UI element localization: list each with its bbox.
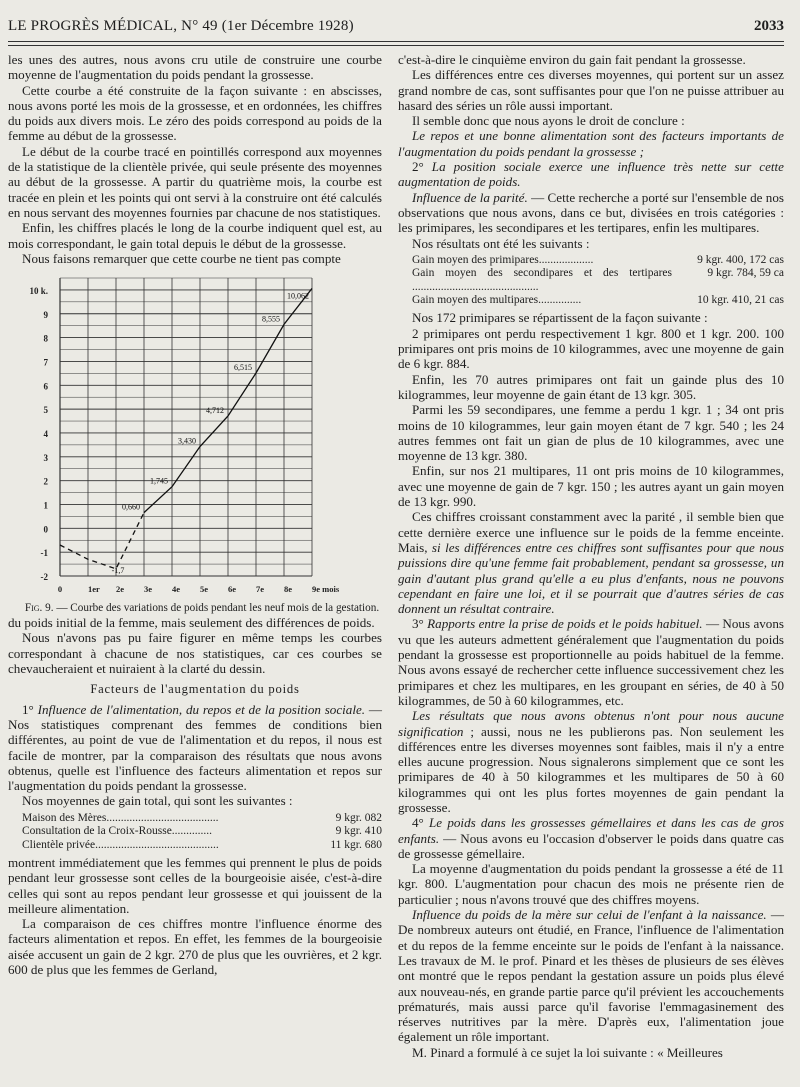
point-label: -1,7 bbox=[111, 566, 125, 576]
row-label: Maison des Mères....................................... bbox=[22, 811, 219, 824]
paragraph: La comparaison de ces chiffres montre l'influence énorme des facteurs alimentation et repos. En effet, les femmes de la bourgeoisie aisée accusent un gain de 2 kgr. 270 de plus que les ouvrières, et 2 kgr. 600 de plus que les femmes de Gerland, bbox=[8, 916, 382, 978]
point-label: 4,712 bbox=[206, 406, 224, 416]
list-number: 4° bbox=[412, 815, 430, 831]
list-number: 3° bbox=[412, 616, 428, 632]
row-label: Gain moyen des multipares............... bbox=[412, 294, 582, 307]
italic-text: La position sociale exerce une influence très nette sur cette augmentation de poids. bbox=[398, 159, 784, 190]
page-number: 2033 bbox=[754, 18, 784, 34]
series-line-dotted bbox=[60, 513, 144, 569]
x-tick-label: 0 bbox=[57, 584, 63, 595]
y-tick-label: 6 bbox=[43, 381, 48, 392]
paragraph-text: ; aussi, nous ne les publierons pas. Non seulement les différences entre les diverses moyennes sont faibles, mais il n'y a entre elles aucune progression. Nous signalerons simplement que ce sont les primipares de 40 à 50 kilogrammes et les multipares de 50 à 60 kilogrammes qui ont les plus fortes moyennes de gain pendant la grossesse. bbox=[398, 723, 784, 815]
figure-caption bbox=[8, 602, 382, 615]
paragraph: Nous faisons remarquer que cette courbe ne tient pas compte bbox=[22, 250, 341, 266]
italic-heading: Rapports entre la prise de poids et le poids habituel. bbox=[427, 616, 703, 632]
paragraph bbox=[398, 907, 784, 1045]
point-label: 3,430 bbox=[178, 436, 196, 446]
paragraph: La moyenne d'augmentation du poids pendant la grossesse a été de 11 kgr. 800. L'augmentation pour chacun des mois ne présente rien de particulier ; nous n'avons trouvé que des chiffres moyens. bbox=[398, 861, 784, 907]
figure-label: Fig. 9. bbox=[24, 602, 54, 615]
row-label: Clientèle privée........................................... bbox=[22, 838, 219, 851]
paragraph: les unes des autres, nous avons cru utile de construire une courbe moyenne de l'augmentation du poids pendant la grossesse. bbox=[8, 52, 382, 83]
italic-text: si les différences entre ces chiffres sont suffisantes pour que nous puissions dire qu'une femme fait probablement, pendant sa grossesse, un gain d'autant plus grand qu'elle a eu plus d'enfants, nous ne pouvons cependant en faire une loi, et il se pourrait que d'autres séries de cas donnent un résultat contraire. bbox=[398, 539, 784, 617]
row-value: 11 kgr. 680 bbox=[330, 838, 382, 851]
figure-9 bbox=[22, 270, 352, 600]
table-row bbox=[22, 839, 382, 852]
conclusion-2 bbox=[398, 159, 784, 190]
point-label: 1,745 bbox=[150, 476, 168, 486]
y-tick-label: 1 bbox=[43, 500, 48, 511]
paragraph-text: — Nos statistiques comprenant des femmes de conditions bien différentes, au point de vue de l'alimentation et du repos, il nous est facile de montrer, par la comparaison des résultats que nous avons obtenus, quelle est l'influence des facteurs alimentation et repos sur l'augmentation du poids pendant la grossesse. bbox=[8, 701, 382, 794]
left-column bbox=[8, 52, 382, 977]
weight-curve-chart bbox=[22, 270, 340, 600]
italic-heading: Le poids dans les grossesses gémellaires et dans les cas de gros enfants. bbox=[398, 815, 784, 846]
x-tick-label: 9e mois bbox=[312, 584, 340, 595]
right-column bbox=[398, 52, 784, 1060]
italic-text: Le repos et une bonne alimentation sont des facteurs importants de l'augmentation du poids pendant la grossesse ; bbox=[398, 128, 784, 159]
paragraph: c'est-à-dire le cinquième environ du gain fait pendant la grossesse. bbox=[398, 52, 746, 67]
paragraph: Nos 172 primipares se répartissent de la façon suivante : bbox=[412, 310, 708, 326]
y-tick-label: 4 bbox=[43, 429, 48, 440]
y-tick-label: 2 bbox=[43, 476, 48, 487]
paragraph: M. Pinard a formulé à ce sujet la loi suivante : « Meilleures bbox=[412, 1044, 723, 1060]
x-tick-label: 1er bbox=[88, 584, 100, 595]
y-tick-label: 7 bbox=[43, 357, 48, 368]
table-row bbox=[22, 812, 382, 825]
point-label: 0,660 bbox=[122, 502, 140, 512]
paragraph: Il semble donc que nous ayons le droit de conclure : bbox=[412, 113, 685, 129]
y-tick-label: -2 bbox=[40, 572, 48, 583]
table-row bbox=[412, 294, 784, 307]
gain-table bbox=[22, 812, 382, 852]
paragraph: du poids initial de la femme, mais seulement des différences de poids. bbox=[8, 615, 375, 631]
section-title: Facteurs de l'augmentation du poids bbox=[90, 682, 300, 697]
paragraph: Le début de la courbe tracé en pointillés correspond aux moyennes de la statistique de la clientèle privée, qui seule présente des moyennes au début de la grossesse. A partir du quatrième mois, la courbe est tracée en plein et les points qui ont servi à la construire ont été calculés en nous servant des moyennes fournies par chacune de nos statistiques. bbox=[8, 143, 382, 220]
paragraph-text: — De nombreux auteurs ont étudié, en France, l'influence de l'alimentation et du repos de la femme enceinte sur le poids de l'enfant à la naissance. Les travaux de M. le prof. Pinard et les thèses de plusieurs de ses élèves ont montré que le repos pendant la gestation assure un poids plus élevé aux nouveau-nés, en grande partie parce qu'il prévient les accouchements prématurés, mais aussi parce qu'il favorise l'emmagasinement des réserves nutritives par la mère. D'après eux, l'alimentation joue également un rôle important. bbox=[398, 907, 785, 1045]
point-label: 6,515 bbox=[234, 363, 252, 373]
y-tick-label: 3 bbox=[43, 452, 48, 463]
paragraph: Parmi les 59 secondipares, une femme a perdu 1 kgr. 1 ; 34 ont pris moins de 10 kilogrammes, leur gain moyen étant de 7 kgr. 540 ; les 24 autres femmes ont fait un gian de plus de 10 kilogrammes, avec une moyenne de 13 kgr. 380. bbox=[398, 402, 784, 464]
row-value: 9 kgr. 082 bbox=[335, 811, 382, 824]
paragraph-text: Ces chiffres croissant constamment avec la parité , il semble bien que cette dernière exerce une influence sur le poids de la femme enceinte. Mais, bbox=[398, 509, 784, 555]
row-label: Gain moyen des primipares................... bbox=[412, 253, 594, 266]
paragraph bbox=[398, 616, 784, 708]
italic-heading: Influence de la parité. bbox=[412, 189, 528, 205]
paragraph: Cette courbe a été construite de la façon suivante : en abscisses, nous avons porté les mois de la grossesse, et en ordonnées, les chiffres du poids aux divers mois. Le zéro des poids correspond au poids de la femme au début de la grossesse. bbox=[8, 82, 382, 144]
table-row bbox=[412, 254, 784, 267]
point-label: 10,062 bbox=[287, 291, 309, 301]
paragraph-text: — Nous avons eu l'occasion d'observer le poids dans quatre cas de grossesse gémellaire. bbox=[398, 830, 784, 861]
header-rule-thin bbox=[8, 45, 784, 46]
x-tick-label: 2e bbox=[116, 584, 125, 595]
paragraph bbox=[398, 190, 784, 236]
point-label: 8,555 bbox=[262, 314, 280, 324]
header-rule bbox=[8, 41, 784, 42]
paragraph: Les différences entre ces diverses moyennes, qui portent sur un assez grand nombre de cas, sont suffisantes pour que l'on ne puisse attribuer au hasard des séries un rôle aussi important. bbox=[398, 67, 784, 113]
row-value: 9 kgr. 784, 59 ca bbox=[707, 267, 784, 280]
y-tick-label: 8 bbox=[43, 333, 48, 344]
table-row bbox=[412, 267, 784, 294]
x-tick-label: 4e bbox=[172, 584, 181, 595]
paragraph: Nos résultats ont été les suivants : bbox=[412, 235, 590, 251]
y-tick-label: 0 bbox=[43, 524, 48, 535]
x-tick-label: 7e bbox=[256, 584, 265, 595]
y-tick-label: 10 k. bbox=[29, 286, 48, 297]
list-number: 2° bbox=[412, 159, 432, 175]
paragraph: Nous n'avons pas pu faire figurer en même temps les courbes correspondant à chacune de nos statistiques, car ces courbes se chevaucheraient et nuiraient à la clarté du dessin. bbox=[8, 630, 382, 677]
x-tick-label: 6e bbox=[228, 584, 237, 595]
y-tick-label: -1 bbox=[40, 548, 48, 559]
paragraph: Enfin, sur nos 21 multipares, 11 ont pris moins de 10 kilogrammes, avec une moyenne de gain de 7 kgr. 150 ; les autres ayant un gain moyen de 13 kgr. 990. bbox=[398, 463, 784, 510]
paragraph bbox=[398, 708, 784, 815]
italic-heading: Influence de l'alimentation, du repos et de la position sociale. bbox=[37, 701, 366, 717]
row-value: 10 kgr. 410, 21 cas bbox=[697, 294, 784, 307]
paragraph: Enfin, les 70 autres primipares ont fait un gainde plus des 10 kilogrammes, leur moyenne de gain étant de 13 kgr. 305. bbox=[398, 371, 784, 402]
running-title: LE PROGRÈS MÉDICAL, N° 49 (1er Décembre 1928) bbox=[8, 18, 354, 34]
row-label: Gain moyen des secondipares et des tertipares ............................................ bbox=[412, 267, 672, 293]
list-number: 1° bbox=[22, 701, 38, 717]
italic-heading: Influence du poids de la mère sur celui de l'enfant à la naissance. bbox=[412, 907, 767, 923]
figure-caption-text: — Courbe des variations de poids pendant les neuf mois de la gestation. bbox=[53, 602, 380, 615]
paragraph: Enfin, les chiffres placés le long de la courbe indiquent quel est, au mois correspondant, le gain total depuis le début de la grossesse. bbox=[8, 220, 382, 251]
italic-text: Les résultats que nous avons obtenus n'ont pour nous aucune signification bbox=[398, 708, 784, 739]
y-tick-label: 5 bbox=[43, 405, 48, 416]
conclusion-1 bbox=[398, 128, 784, 159]
paragraph bbox=[398, 509, 784, 616]
table-row bbox=[22, 825, 382, 838]
x-tick-label: 8e bbox=[284, 584, 293, 595]
running-header bbox=[8, 18, 784, 40]
paragraph: Nos moyennes de gain total, qui sont les suivantes : bbox=[22, 793, 293, 809]
x-tick-label: 3e bbox=[144, 584, 153, 595]
y-tick-label: 9 bbox=[43, 309, 48, 320]
paragraph: montrent immédiatement que les femmes qui prennent le plus de poids pendant leur grossesse sont celles de la bourgeoisie aisée, c'est-à-dire celles qui sont au repos pendant leur grossesse et qui jouissent de la meilleure alimentation. bbox=[8, 854, 382, 916]
row-value: 9 kgr. 410 bbox=[335, 825, 382, 838]
paragraph-text: — Cette recherche a porté sur l'ensemble de nos observations que nous avons, dans ce but, divisées en trois catégories : les primipares, les secondipares et les tertipares, enfin les multipares. bbox=[398, 189, 784, 236]
paragraph: 2 primipares ont perdu respectivement 1 kgr. 800 et 1 kgr. 200. 100 primipares ont pris moins de 10 kilogrammes, avec une moyenne de gain de 6 kgr. 884. bbox=[398, 325, 784, 372]
row-label: Consultation de la Croix-Rousse.............. bbox=[22, 825, 213, 838]
paragraph bbox=[8, 702, 382, 794]
x-tick-label: 5e bbox=[200, 584, 209, 595]
paragraph-text: — Nous avons vu que les auteurs admettent généralement que l'augmentation du poids pendant la grossesse est proportionnelle au poids habituel de la femme. Nous avons essayé de rechercher cette influence successivement chez les primipares et chez les multipares, en les groupant en séries, de 40 à 50 kilogrammes, de 50 à 60 kilogrammes, etc. bbox=[398, 616, 784, 708]
paragraph bbox=[398, 815, 784, 861]
parity-table bbox=[412, 254, 784, 308]
row-value: 9 kgr. 400, 172 cas bbox=[697, 253, 784, 266]
